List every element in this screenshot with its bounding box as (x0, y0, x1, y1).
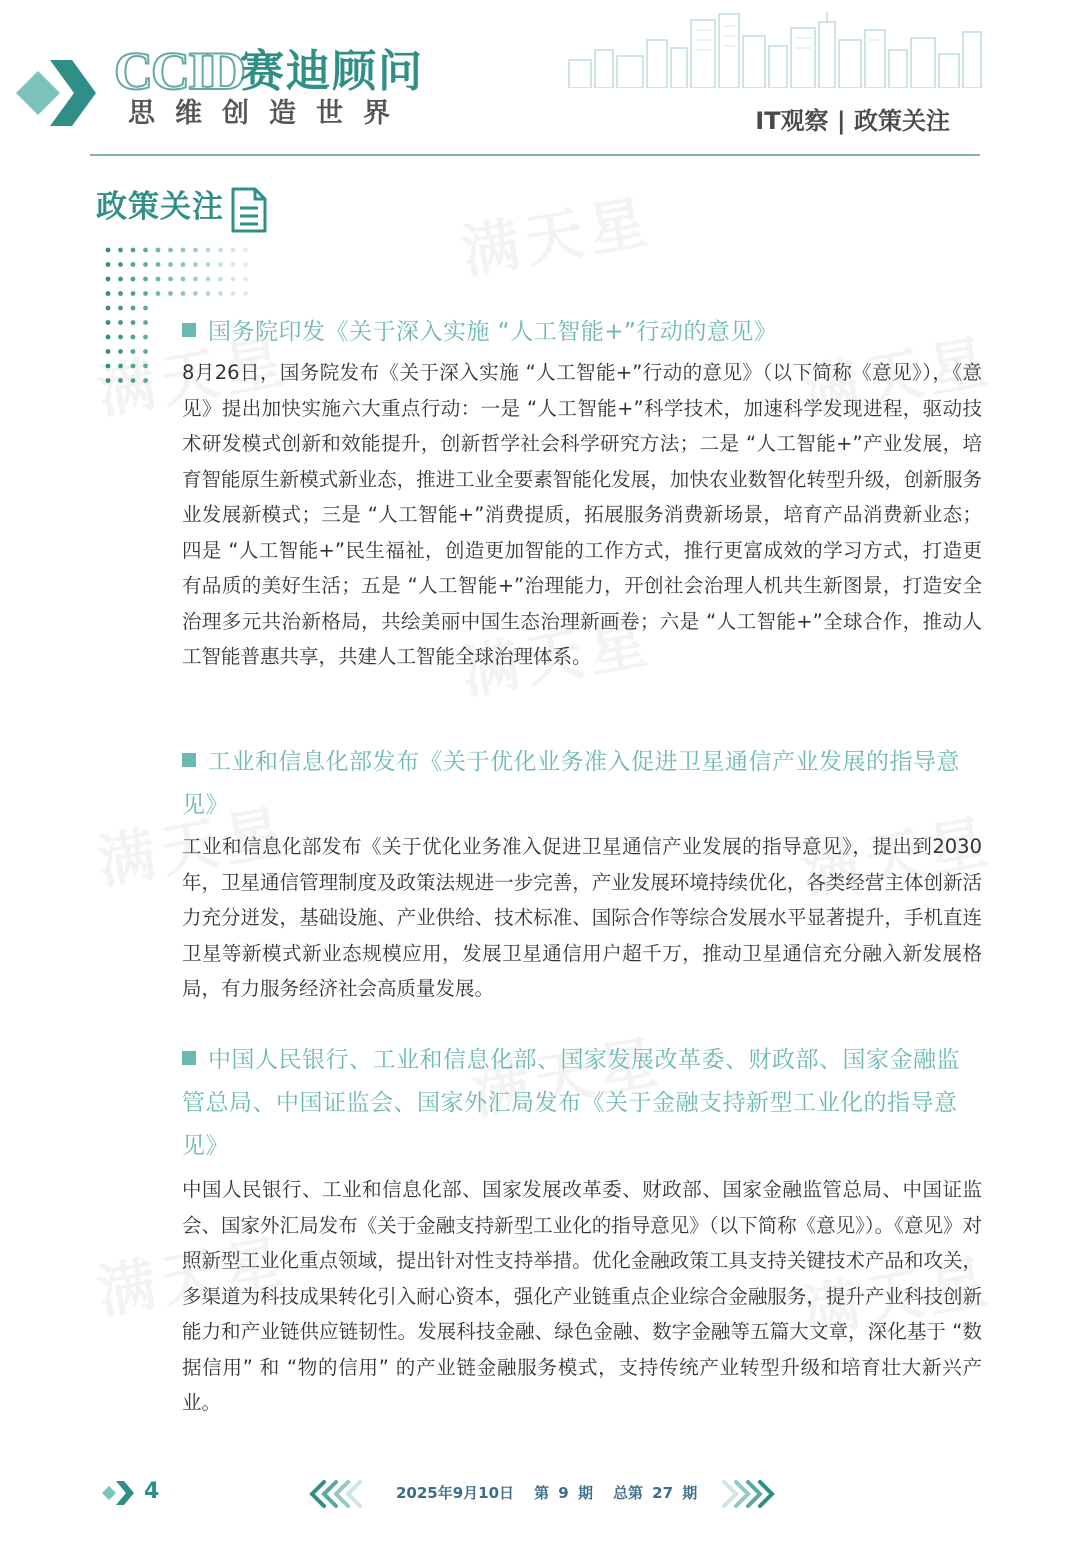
dot (193, 262, 198, 267)
dot (131, 306, 136, 311)
dot (143, 306, 148, 311)
dot (106, 335, 111, 340)
footer-total-issue: 总第 27 期 (612, 1484, 698, 1502)
dot (181, 262, 186, 267)
dot (131, 335, 136, 340)
dot (131, 349, 136, 354)
dot (243, 291, 248, 296)
dot (118, 378, 123, 383)
brand-logo-cn: 赛迪顾问 (240, 46, 424, 97)
square-bullet-icon (182, 753, 196, 767)
dot (118, 349, 123, 354)
dot (181, 248, 186, 253)
dot (131, 277, 136, 282)
dot (106, 248, 111, 253)
dot (243, 277, 248, 282)
dot (143, 320, 148, 325)
footer-date: 2025年9月10日 (396, 1484, 515, 1502)
dot (118, 277, 123, 282)
dot (193, 291, 198, 296)
dot (231, 248, 236, 253)
dot (231, 277, 236, 282)
dot (218, 277, 223, 282)
dot (106, 277, 111, 282)
dot (106, 291, 111, 296)
footer-issue: 第 9 期 (534, 1484, 593, 1502)
document-icon (228, 186, 270, 234)
dot (118, 364, 123, 369)
dot (156, 262, 161, 267)
policy-item-title: 工业和信息化部发布《关于优化业务准入促进卫星通信产业发展的指导意见》 (182, 749, 960, 818)
dot (231, 291, 236, 296)
policy-item-body: 8月26日，国务院发布《关于深入实施 “人工智能+”行动的意见》（以下简称《意见》），《意见》提出加快实施六大重点行动：一是 “人工智能+”科学技术，加速科学发现进程，驱动技术研发模式创新和效能提升，创新哲学社会科学研究方法；二是 “人工智能+”产业发展，培育智能原生新模式新业态，推进工业全要素智能化发展，加快农业数智化转型升级，创新服务业发展新模式；三是 “人工智能+”消费提质，拓展服务消费新场景，培育产品消费新业态；四是 “人工智能+”民生福祉，创造更加智能的工作方式，推行更富成效的学习方式，打造更有品质的美好生活；五是 “人工智能+”治理能力，开创社会治理人机共生新图景，打造安全治理多元共治新格局，共绘美丽中国生态治理新画卷；六是 “人工智能+”全球合作，推动人工智能普惠共享，共建人工智能全球治理体系。 (182, 361, 982, 668)
dot (131, 248, 136, 253)
dot (218, 291, 223, 296)
dot (156, 248, 161, 253)
dot (143, 349, 148, 354)
dot (168, 248, 173, 253)
dot (168, 262, 173, 267)
dot (106, 320, 111, 325)
dot (143, 364, 148, 369)
chevrons-left-icon (308, 1478, 364, 1510)
policy-item-body: 中国人民银行、工业和信息化部、国家发展改革委、财政部、国家金融监管总局、中国证监会、国家外汇局发布《关于金融支持新型工业化的指导意见》（以下简称《意见》）。《意见》对照新型工业化重点领域，提出针对性支持举措。优化金融政策工具支持关键技术产品和攻关，多渠道为科技成果转化引入耐心资本，强化产业链重点企业综合金融服务，提升产业科技创新能力和产业链供应链韧性。发展科技金融、绿色金融、数字金融等五篇大文章，深化基于 “数据信用” 和 “物的信用” 的产业链金融服务模式，支持传统产业转型升级和培育壮大新兴产业。 (182, 1178, 982, 1414)
dot (193, 277, 198, 282)
dot (181, 277, 186, 282)
logo-diamond-icon (14, 58, 104, 128)
page-number: 4 (144, 1479, 160, 1504)
dot (243, 248, 248, 253)
policy-item-title: 国务院印发《关于深入实施 “人工智能+”行动的意见》 (182, 311, 982, 354)
dot (168, 291, 173, 296)
dot (143, 248, 148, 253)
dot (168, 277, 173, 282)
dot (106, 262, 111, 267)
dot (118, 320, 123, 325)
dot (118, 262, 123, 267)
city-skyline-icon (565, 10, 995, 88)
dot (131, 262, 136, 267)
footer-diamond-icon (100, 1478, 140, 1508)
dot (131, 291, 136, 296)
dot (118, 248, 123, 253)
dot (131, 378, 136, 383)
header-section-label: IT观察 | 政策关注 (755, 107, 950, 135)
dot (131, 320, 136, 325)
dot (193, 248, 198, 253)
dot (143, 262, 148, 267)
dot (218, 248, 223, 253)
dot (118, 335, 123, 340)
policy-item-body: 工业和信息化部发布《关于优化业务准入促进卫星通信产业发展的指导意见》，提出到2030年，卫星通信管理制度及政策法规进一步完善，产业发展环境持续优化，各类经营主体创新活力充分迸发，基础设施、产业供给、技术标准、国际合作等综合发展水平显著提升，手机直连卫星等新模式新业态规模应用，发展卫星通信用户超千万，推动卫星通信充分融入新发展格局，有力服务经济社会高质量发展。 (182, 835, 982, 1000)
footer-issue-info (396, 1480, 717, 1506)
dot (143, 378, 148, 383)
dot (231, 262, 236, 267)
square-bullet-icon (182, 323, 196, 337)
brand-slogan: 思维创造世界 (128, 98, 410, 129)
square-bullet-icon (182, 1051, 196, 1065)
policy-item-title: 中国人民银行、工业和信息化部、国家发展改革委、财政部、国家金融监管总局、中国证监会、国家外汇局发布《关于金融支持新型工业化的指导意见》 (182, 1047, 960, 1159)
dot (143, 291, 148, 296)
dot (243, 262, 248, 267)
header-divider (90, 154, 980, 156)
dot (131, 364, 136, 369)
dot (156, 277, 161, 282)
dot (156, 291, 161, 296)
dot (106, 364, 111, 369)
dot (106, 349, 111, 354)
dot (206, 248, 211, 253)
chevrons-right-icon (720, 1478, 776, 1510)
watermark (454, 174, 658, 290)
dot (206, 291, 211, 296)
dot (181, 291, 186, 296)
dot (206, 277, 211, 282)
brand-logo-en: CCID (114, 41, 245, 101)
dot (106, 306, 111, 311)
dot (218, 262, 223, 267)
dot (106, 378, 111, 383)
dot (143, 335, 148, 340)
dot (143, 277, 148, 282)
dot (206, 262, 211, 267)
dot (118, 291, 123, 296)
page-title: 政策关注 (96, 189, 224, 225)
dot (118, 306, 123, 311)
